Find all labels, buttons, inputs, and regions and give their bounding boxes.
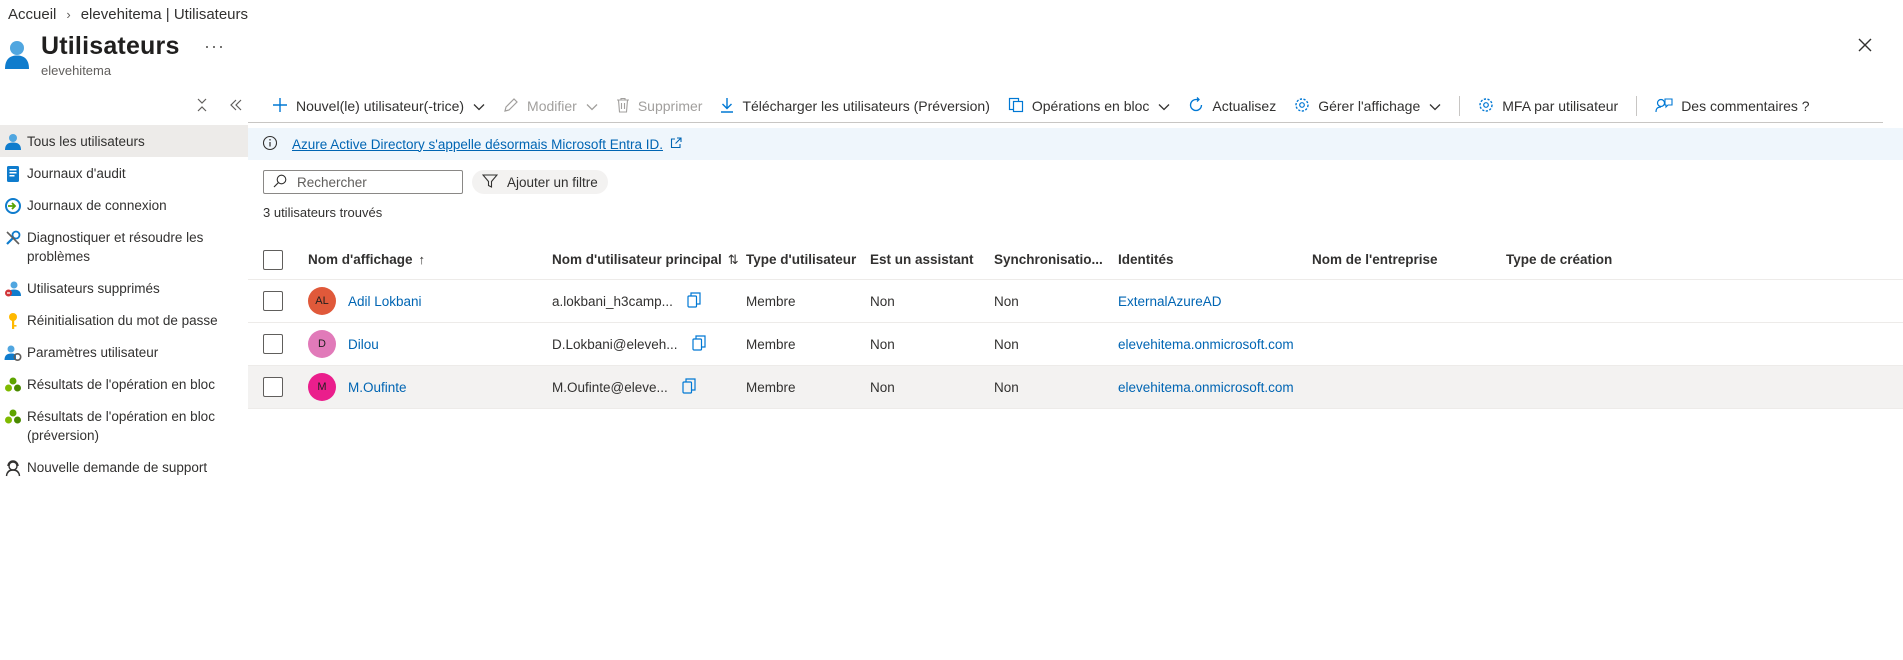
row-checkbox[interactable] [263,291,283,311]
manage-view-button[interactable] [1294,97,1441,116]
refresh-button[interactable] [1188,97,1276,116]
row-select-cell [263,323,283,365]
toolbar-divider [1459,96,1460,116]
sync-cell: Non [994,336,1019,352]
sort-icon: ⇅ [727,251,739,267]
sidebar-item-all-users[interactable] [0,125,248,157]
double-chevron-left-icon[interactable] [229,98,243,112]
toolbar-divider [1636,96,1637,116]
sidebar-item-sign-in-logs[interactable] [0,189,248,221]
plus-icon [272,97,288,116]
user-icon [4,133,22,151]
chevron-down-icon [1429,98,1441,114]
manage-view-label: Gérer l'affichage [1318,98,1421,114]
upn-cell [552,280,701,322]
sidebar-item-label: Journaux de connexion [27,198,167,213]
upn-cell [552,366,696,408]
audit-log-icon [4,165,22,183]
info-icon [262,135,278,154]
key-icon [4,312,22,330]
sidebar-nav [0,125,248,483]
close-icon[interactable] [1857,37,1873,53]
table-header-row [248,240,1903,280]
sidebar-item-label: Résultats de l'opération en bloc [27,377,215,392]
download-icon [720,97,734,116]
page-subtitle: elevehitema [41,63,112,78]
bulk-results-icon [4,376,22,394]
table-row[interactable] [248,280,1903,323]
row-select-cell [263,280,283,322]
row-checkbox[interactable] [263,377,283,397]
sidebar-item-bulk-results-preview[interactable] [0,400,248,451]
feedback-icon [1655,97,1673,116]
upn-text: M.Oufinte@eleve... [552,379,668,395]
column-header-label: Nom d'utilisateur principal [552,252,722,267]
select-all-checkbox[interactable] [263,250,283,270]
user-name-link[interactable]: Dilou [348,336,379,352]
avatar: D [308,330,336,358]
chevron-down-icon [1158,98,1170,114]
sort-ascending-icon: ↑ [418,252,425,267]
identities-link[interactable]: elevehitema.onmicrosoft.com [1118,379,1294,395]
sign-in-log-icon [4,197,22,215]
more-options-button[interactable]: ··· [204,36,225,56]
column-header-label: Nom d'affichage [308,252,413,267]
sidebar-item-label: Résultats de l'opération en bloc (préversion) [27,409,215,443]
gear-icon [1478,97,1494,116]
breadcrumb-current-link[interactable]: elevehitema | Utilisateurs [80,5,249,23]
column-header-upn[interactable] [552,240,739,279]
sidebar-item-diagnose[interactable] [0,221,248,272]
avatar: AL [308,287,336,315]
bulk-results-icon [4,408,22,426]
user-name-link[interactable]: Adil Lokbani [348,293,422,309]
search-input[interactable] [297,175,457,190]
feedback-button[interactable] [1655,97,1809,116]
command-bar [272,94,1828,118]
search-icon [273,174,287,191]
sync-cell: Non [994,293,1019,309]
toolbar-divider-line [248,122,1883,123]
column-header-creation-type[interactable]: Type de création [1506,252,1613,267]
display-name-cell [308,366,407,408]
display-name-cell [308,280,422,322]
delete-label: Supprimer [637,98,703,114]
results-count: 3 utilisateurs trouvés [263,205,383,220]
page-title: Utilisateurs [41,32,180,60]
users-icon [4,40,30,70]
column-header-company[interactable]: Nom de l'entreprise [1312,252,1438,267]
column-header-identities[interactable]: Identités [1118,252,1174,267]
column-header-is-agent[interactable]: Est un assistant [870,252,974,267]
sidebar-item-label: Paramètres utilisateur [27,345,159,360]
sidebar-item-deleted-users[interactable] [0,272,248,304]
deleted-user-icon [4,280,22,298]
per-user-mfa-label: MFA par utilisateur [1502,98,1619,114]
copy-icon[interactable] [682,378,696,397]
download-users-button[interactable] [720,97,989,116]
sidebar-item-label: Réinitialisation du mot de passe [27,313,218,328]
sidebar-item-user-settings[interactable] [0,336,248,368]
new-user-label: Nouvel(le) utilisateur(-trice) [296,98,465,114]
search-box [263,170,463,194]
table-row[interactable] [248,366,1903,409]
upn-cell [552,323,706,365]
copy-icon[interactable] [687,292,701,311]
column-header-user-type[interactable]: Type d'utilisateur [746,252,857,267]
pencil-icon [503,97,519,116]
table-row[interactable] [248,323,1903,366]
copy-icon[interactable] [692,335,706,354]
identities-link[interactable]: ExternalAzureAD [1118,293,1222,309]
user-settings-icon [4,344,22,362]
entra-rename-link[interactable]: Azure Active Directory s'appelle désormais Microsoft Entra ID. [292,136,663,152]
user-type-cell: Membre [746,293,796,309]
feedback-label: Des commentaires ? [1681,98,1810,114]
refresh-label: Actualisez [1212,98,1277,114]
sync-cell: Non [994,379,1019,395]
row-checkbox[interactable] [263,334,283,354]
info-banner [248,128,1903,160]
identities-link[interactable]: elevehitema.onmicrosoft.com [1118,336,1294,352]
support-icon [4,459,22,477]
row-select-cell [263,366,283,408]
user-name-link[interactable]: M.Oufinte [348,379,407,395]
gear-icon [1294,97,1310,116]
chevron-down-icon [586,98,598,114]
is-agent-cell: Non [870,293,895,309]
sidebar-item-label: Diagnostiquer et résoudre les problèmes [27,230,204,264]
breadcrumb-home-link[interactable]: Accueil [8,5,57,23]
collapse-all-icon[interactable] [196,98,208,112]
refresh-icon [1188,97,1204,116]
bulk-operations-label: Opérations en bloc [1031,98,1150,114]
sidebar-item-label: Tous les utilisateurs [27,134,145,149]
upn-text: D.Lokbani@eleveh... [552,336,678,352]
add-filter-button[interactable] [472,170,608,194]
chevron-right-icon: › [66,6,71,22]
breadcrumb [8,4,248,24]
upn-text: a.lokbani_h3camp... [552,293,673,309]
sidebar-item-bulk-results[interactable] [0,368,248,400]
download-users-label: Télécharger les utilisateurs (Préversion) [742,98,990,114]
trash-icon [616,97,630,116]
edit-label: Modifier [527,98,577,114]
chevron-down-icon [473,98,485,114]
delete-button[interactable] [616,97,703,116]
user-type-cell: Membre [746,379,796,395]
sidebar-item-support-request[interactable] [0,451,248,483]
sidebar-item-password-reset[interactable] [0,304,248,336]
column-header-sync[interactable]: Synchronisatio... [994,252,1103,267]
external-link-icon[interactable] [670,136,682,152]
per-user-mfa-button[interactable] [1478,97,1618,116]
sidebar-item-label: Nouvelle demande de support [27,460,208,475]
edit-button[interactable] [503,97,598,116]
users-table [248,240,1903,409]
sidebar-item-label: Utilisateurs supprimés [27,281,160,296]
avatar: M [308,373,336,401]
display-name-cell [308,323,379,365]
sidebar-item-audit-logs[interactable] [0,157,248,189]
filter-icon [482,173,498,192]
column-header-display-name[interactable] [308,240,425,279]
new-user-button[interactable] [272,97,485,116]
sidebar-item-label: Journaux d'audit [27,166,126,181]
user-type-cell: Membre [746,336,796,352]
wrench-icon [4,229,22,247]
bulk-operations-icon [1008,97,1024,116]
is-agent-cell: Non [870,379,895,395]
select-all-cell [263,240,283,279]
bulk-operations-button[interactable] [1008,97,1171,116]
add-filter-label: Ajouter un filtre [507,174,598,190]
is-agent-cell: Non [870,336,895,352]
